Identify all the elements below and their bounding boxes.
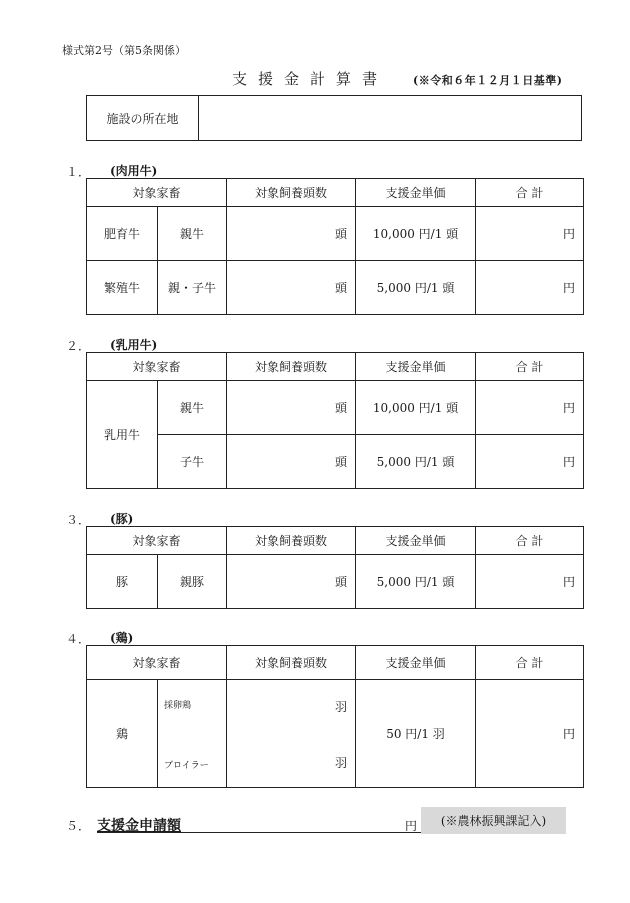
livestock-type: 豚 xyxy=(87,555,158,609)
unit-price-cell: 10,000 円/1 頭 xyxy=(356,207,476,261)
page-title: 支援金計算書 xyxy=(232,70,389,88)
col-unit-price: 支援金単価 xyxy=(356,353,476,381)
dairy-cattle-table xyxy=(86,352,584,489)
broiler-label: ブロイラー xyxy=(164,761,209,771)
col-livestock: 対象家畜 xyxy=(87,179,227,207)
section-1-title: (肉用牛) xyxy=(110,164,158,178)
unit-price-cell: 5,000 円/1 頭 xyxy=(356,261,476,315)
count-cell[interactable]: 頭 xyxy=(227,261,356,315)
col-total: 合 計 xyxy=(476,527,584,555)
total-cell[interactable]: 円 xyxy=(476,435,584,489)
count-cell[interactable] xyxy=(227,680,356,788)
col-count: 対象飼養頭数 xyxy=(227,527,356,555)
unit-price-cell: 50 円/1 羽 xyxy=(356,680,476,788)
livestock-type: 乳用牛 xyxy=(87,381,158,489)
livestock-subtype xyxy=(158,680,227,788)
count-cell[interactable]: 頭 xyxy=(227,381,356,435)
office-use-note: (※農林振興課記入) xyxy=(421,807,566,834)
livestock-subtype: 親豚 xyxy=(158,555,227,609)
col-total: 合 計 xyxy=(476,179,584,207)
table-row xyxy=(87,207,584,261)
total-cell[interactable]: 円 xyxy=(476,207,584,261)
unit-price-cell: 5,000 円/1 頭 xyxy=(356,435,476,489)
unit-price-cell: 10,000 円/1 頭 xyxy=(356,381,476,435)
count-cell[interactable]: 頭 xyxy=(227,435,356,489)
table-row xyxy=(87,435,584,489)
col-unit-price: 支援金単価 xyxy=(356,179,476,207)
total-cell[interactable]: 円 xyxy=(476,555,584,609)
livestock-subtype: 親・子牛 xyxy=(158,261,227,315)
col-livestock: 対象家畜 xyxy=(87,646,227,680)
col-count: 対象飼養頭数 xyxy=(227,353,356,381)
total-cell[interactable]: 円 xyxy=(476,261,584,315)
layer-hen-label: 採卵鶏 xyxy=(164,701,192,711)
livestock-type: 繁殖牛 xyxy=(87,261,158,315)
col-unit-price: 支援金単価 xyxy=(356,646,476,680)
total-cell[interactable]: 円 xyxy=(476,680,584,788)
section-2-title: (乳用牛) xyxy=(110,338,158,352)
col-total: 合 計 xyxy=(476,353,584,381)
total-yen[interactable]: 円 xyxy=(405,819,418,833)
unit-price-cell: 5,000 円/1 頭 xyxy=(356,555,476,609)
section-4-number: ４． xyxy=(66,632,91,646)
col-total: 合 計 xyxy=(476,646,584,680)
title-note: (※令和６年１２月１日基準) xyxy=(413,74,563,87)
pig-table xyxy=(86,526,584,609)
livestock-subtype: 親牛 xyxy=(158,207,227,261)
livestock-type: 肥育牛 xyxy=(87,207,158,261)
col-livestock: 対象家畜 xyxy=(87,527,227,555)
broiler-count-unit: 羽 xyxy=(335,756,348,770)
col-unit-price: 支援金単価 xyxy=(356,527,476,555)
livestock-type: 鶏 xyxy=(87,680,158,788)
location-label: 施設の所在地 xyxy=(87,96,199,140)
section-3-title: (豚) xyxy=(110,512,134,526)
total-label: 支援金申請額 xyxy=(97,818,181,834)
form-number: 様式第2号（第5条関係） xyxy=(62,44,186,57)
total-cell[interactable]: 円 xyxy=(476,381,584,435)
chicken-table xyxy=(86,645,584,788)
table-row xyxy=(87,680,584,788)
section-1-number: １． xyxy=(66,165,91,179)
section-3-number: ３． xyxy=(66,513,91,527)
count-cell[interactable]: 頭 xyxy=(227,555,356,609)
beef-cattle-table xyxy=(86,178,584,315)
livestock-subtype: 親牛 xyxy=(158,381,227,435)
table-row xyxy=(87,555,584,609)
location-box xyxy=(86,95,582,141)
count-cell[interactable]: 頭 xyxy=(227,207,356,261)
livestock-subtype: 子牛 xyxy=(158,435,227,489)
layer-hen-count-unit: 羽 xyxy=(335,700,348,714)
section-4-title: (鶏) xyxy=(110,631,134,645)
col-count: 対象飼養頭数 xyxy=(227,179,356,207)
section-2-number: ２． xyxy=(66,339,91,353)
table-row xyxy=(87,381,584,435)
total-number: ５． xyxy=(66,819,91,833)
col-livestock: 対象家畜 xyxy=(87,353,227,381)
table-row xyxy=(87,261,584,315)
col-count: 対象飼養頭数 xyxy=(227,646,356,680)
